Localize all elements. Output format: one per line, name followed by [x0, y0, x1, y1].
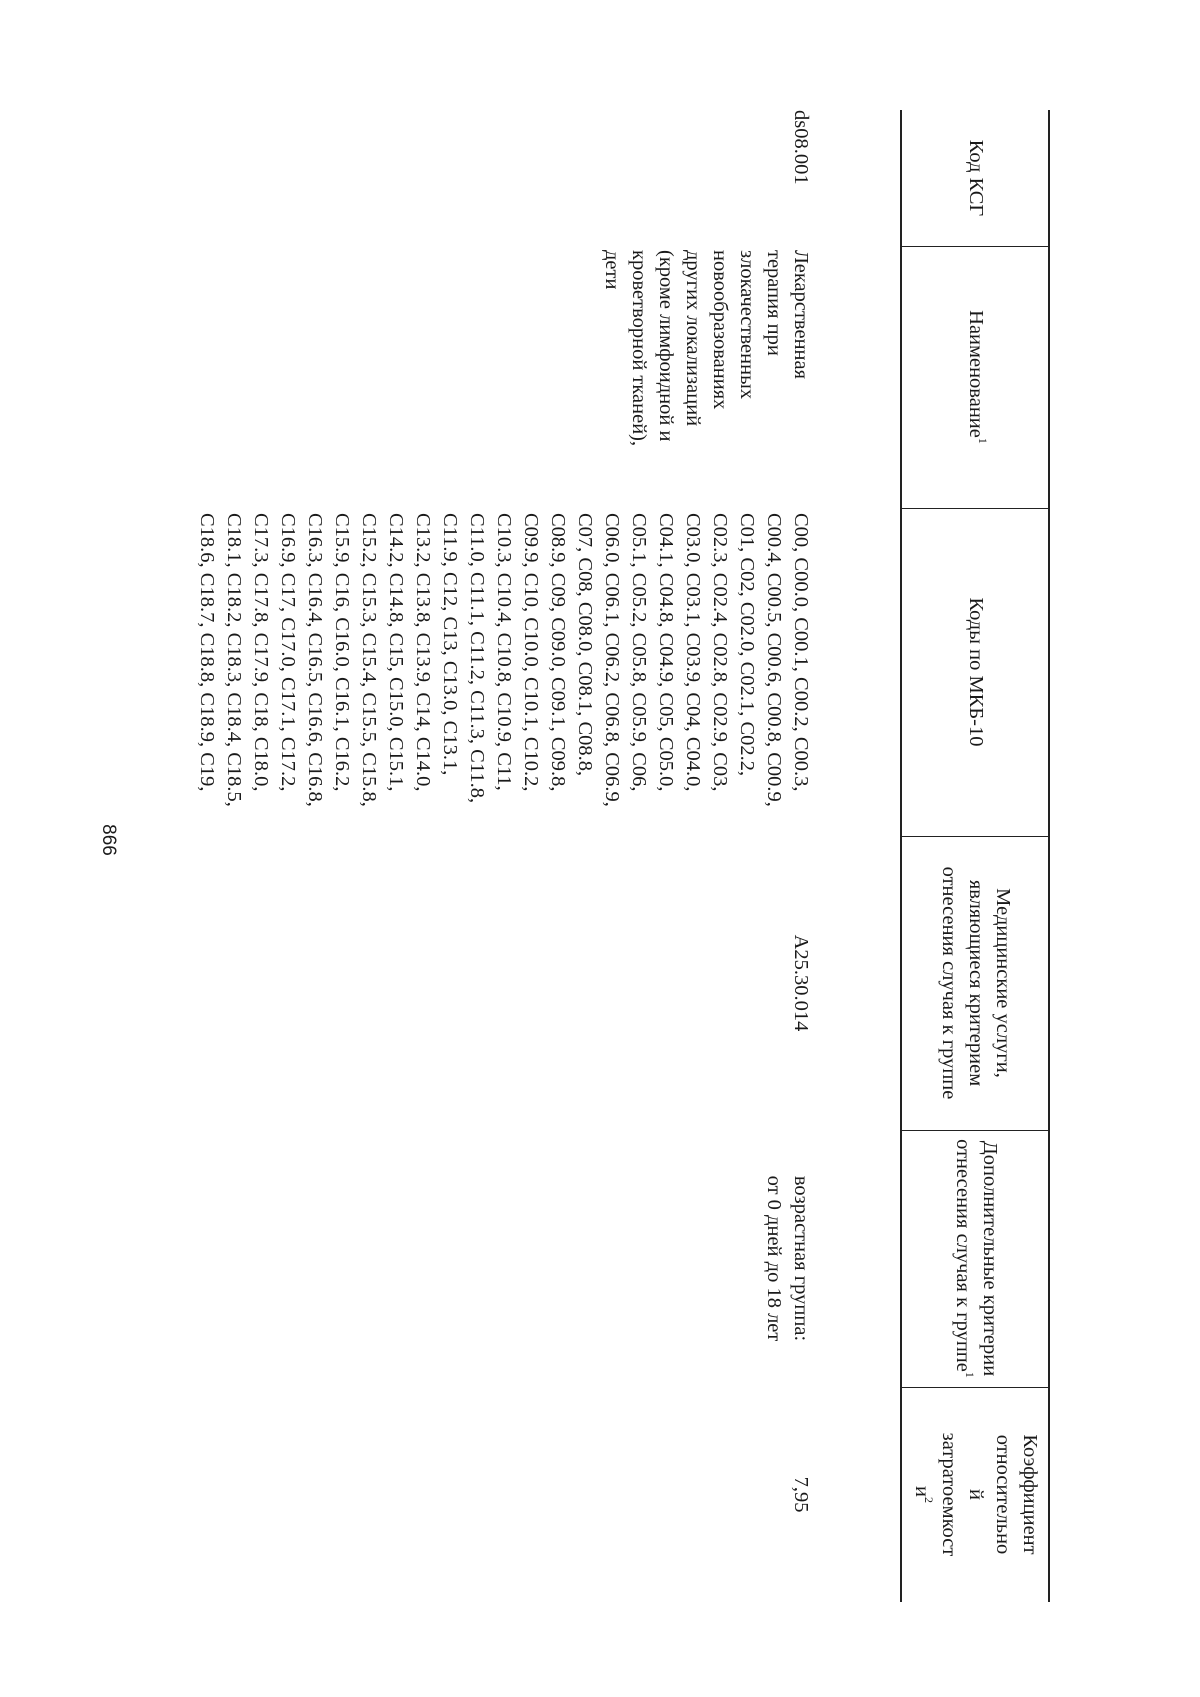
row-criteria [760, 1130, 814, 1387]
row-name-line: других локализаций [682, 250, 704, 427]
row-name-line: кроветворной тканей), [628, 250, 650, 447]
mkb-code-line: C03.0, C03.1, C03.9, C04, C04.0, [682, 513, 704, 792]
row-criteria-line: от 0 дней до 18 лет [763, 1175, 785, 1342]
mkb-code-line: C02.3, C02.4, C02.8, C02.9, C03, [709, 513, 731, 792]
row-service [787, 836, 814, 1130]
mkb-code-line: C17.3, C17.8, C17.9, C18, C18.0, [250, 513, 272, 792]
header-name-wrap [963, 310, 990, 444]
header-criteria-text: Дополнительные критерии отнесения случая к группе [952, 1139, 1001, 1377]
row-name-line: злокачественных [736, 250, 758, 400]
row-service-code: A25.30.014 [790, 934, 812, 1032]
header-coefficient-line: й [965, 1489, 988, 1500]
row-name-line: новообразованиях [709, 250, 731, 410]
mkb-code-line: C15.2, C15.3, C15.4, C15.5, C15.8, [358, 513, 380, 807]
row-mkb-codes [193, 513, 814, 858]
mkb-code-line: C18.1, C18.2, C18.3, C18.4, C18.5, [223, 513, 245, 807]
mkb-code-line: C13.2, C13.8, C13.9, C14, C14.0, [412, 513, 434, 792]
header-mkb-codes [902, 508, 1050, 836]
mkb-code-line: C00, C00.0, C00.1, C00.2, C00.3, [790, 513, 812, 792]
row-coefficient-value: 7,95 [790, 1476, 812, 1513]
row-coefficient [787, 1387, 814, 1602]
row-ksg-code [787, 110, 814, 246]
mkb-code-line: C07, C08, C08.0, C08.1, C08.8, [574, 513, 596, 777]
header-coefficient-line-last [909, 1486, 936, 1503]
mkb-code-line: C01, C02, C02.0, C02.1, C02.2, [736, 513, 758, 777]
header-services-text: Медицинские услуги, являющиеся критерием отнесения случая к группе [938, 866, 1015, 1100]
header-ksg-code [902, 110, 1050, 246]
mkb-code-line: C15.9, C16, C16.0, C16.1, C16.2, [331, 513, 353, 792]
row-ksg-code-text: ds08.001 [790, 110, 812, 185]
header-name-footnote: 1 [976, 437, 991, 444]
mkb-code-line: C11.0, C11.1, C11.2, C11.3, C11.8, [466, 513, 488, 804]
header-coefficient-line: Коэффициент относительно [992, 1434, 1042, 1555]
header-criteria [902, 1130, 1050, 1387]
header-name [902, 246, 1050, 508]
header-name-text: Наименование [965, 310, 988, 438]
page-number: 866 [98, 824, 119, 856]
mkb-code-line: C11.9, C12, C13, C13.0, C13.1, [439, 513, 461, 776]
mkb-code-line: C05.1, C05.2, C05.8, C05.9, C06, [628, 513, 650, 792]
header-mkb-codes-text: Коды по МКБ-10 [965, 597, 988, 747]
mkb-code-line: C16.3, C16.4, C16.5, C16.6, C16.8, [304, 513, 326, 807]
row-name-line: Лекарственная [790, 250, 812, 380]
mkb-code-line: C04.1, C04.8, C04.9, C05, C05.0, [655, 513, 677, 792]
mkb-code-line: C06.0, C06.1, C06.2, C06.8, C06.9, [601, 513, 623, 807]
header-coefficient-footnote: 2 [922, 1496, 937, 1503]
header-ksg-code-text: Код КСГ [965, 139, 988, 217]
row-name-line: дети [601, 250, 623, 290]
mkb-code-line: C09.9, C10, C10.0, C10.1, C10.2, [520, 513, 542, 792]
mkb-code-line: C14.2, C14.8, C15, C15.0, C15.1, [385, 513, 407, 792]
mkb-code-line: C16.9, C17, C17.0, C17.1, C17.2, [277, 513, 299, 792]
header-coefficient-line: затратоемкост [938, 1432, 961, 1557]
row-name [598, 250, 814, 508]
mkb-code-line: C18.6, C18.7, C18.8, C18.9, C19, [196, 513, 218, 792]
row-name-line: терапия при [763, 250, 785, 356]
header-services [902, 836, 1050, 1130]
row-name-line: (кроме лимфоидной и [655, 250, 677, 442]
header-criteria-wrap [949, 1136, 1003, 1381]
mkb-code-line: C00.4, C00.5, C00.6, C00.8, C00.9, [763, 513, 785, 807]
mkb-code-line: C08.9, C09, C09.0, C09.1, C09.8, [547, 513, 569, 792]
table [170, 110, 1050, 1602]
header-coefficient-tail: и [911, 1486, 934, 1497]
header-coefficient [902, 1387, 1050, 1602]
header-criteria-footnote: 1 [962, 1371, 977, 1378]
mkb-code-line: C10.3, C10.4, C10.8, C10.9, C11, [493, 513, 515, 791]
row-criteria-line: возрастная группа: [790, 1175, 812, 1342]
